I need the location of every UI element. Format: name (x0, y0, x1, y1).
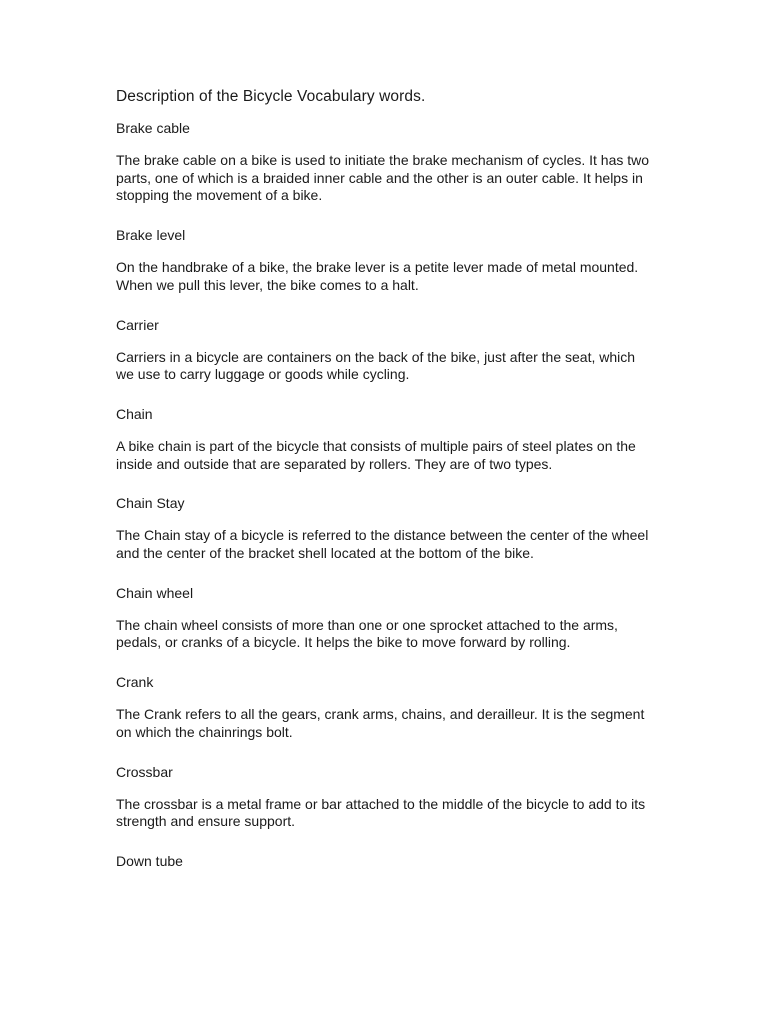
entry-carrier (116, 316, 656, 384)
entry-down-tube (116, 852, 656, 870)
term-heading: Crank (116, 674, 154, 691)
document-page (116, 87, 656, 885)
term-heading: Brake cable (116, 120, 190, 136)
term-heading: Chain wheel (116, 584, 194, 601)
term-definition: Carriers in a bicycle are containers on the back of the bike, just after the seat, which we use to carry luggage or goods while cycling. (116, 348, 636, 383)
term-definition: The Chain stay of a bicycle is referred to the distance between the center of the wheel and the center of the bracket shell located at the bottom of the bike. (116, 527, 649, 562)
entry-brake-cable (116, 119, 656, 205)
term-heading: Carrier (116, 316, 159, 333)
term-definition: On the handbrake of a bike, the brake lever is a petite lever made of metal mounted. When we pull this lever, the bike comes to a halt. (116, 259, 639, 293)
entry-crossbar (116, 763, 656, 831)
term-heading: Chain (116, 405, 153, 422)
entry-brake-level (116, 226, 656, 294)
entry-chain (116, 405, 656, 473)
term-heading: Brake level (116, 227, 186, 244)
term-heading: Chain Stay (116, 495, 185, 512)
term-definition: The chain wheel consists of more than one or one sprocket attached to the arms, pedals, or cranks of a bicycle. It helps the bike to move forward by rolling. (116, 616, 618, 651)
term-definition: The brake cable on a bike is used to initiate the brake mechanism of cycles. It has two parts, one of which is a braided inner cable and the other is an outer cable. It helps in stopping the movement of a bike. (116, 152, 650, 204)
term-definition: The crossbar is a metal frame or bar attached to the middle of the bicycle to add to its strength and ensure support. (116, 795, 646, 830)
document-title: Description of the Bicycle Vocabulary words. (116, 88, 426, 105)
entry-crank (116, 673, 656, 741)
entry-chain-stay (116, 494, 656, 562)
term-definition: The Crank refers to all the gears, crank arms, chains, and derailleur. It is the segment on which the chainrings bolt. (116, 706, 645, 740)
term-definition: A bike chain is part of the bicycle that consists of multiple pairs of steel plates on the inside and outside that are separated by rollers. They are of two types. (116, 437, 636, 472)
term-heading: Crossbar (116, 763, 173, 780)
term-heading: Down tube (116, 852, 183, 869)
entry-chain-wheel (116, 584, 656, 652)
